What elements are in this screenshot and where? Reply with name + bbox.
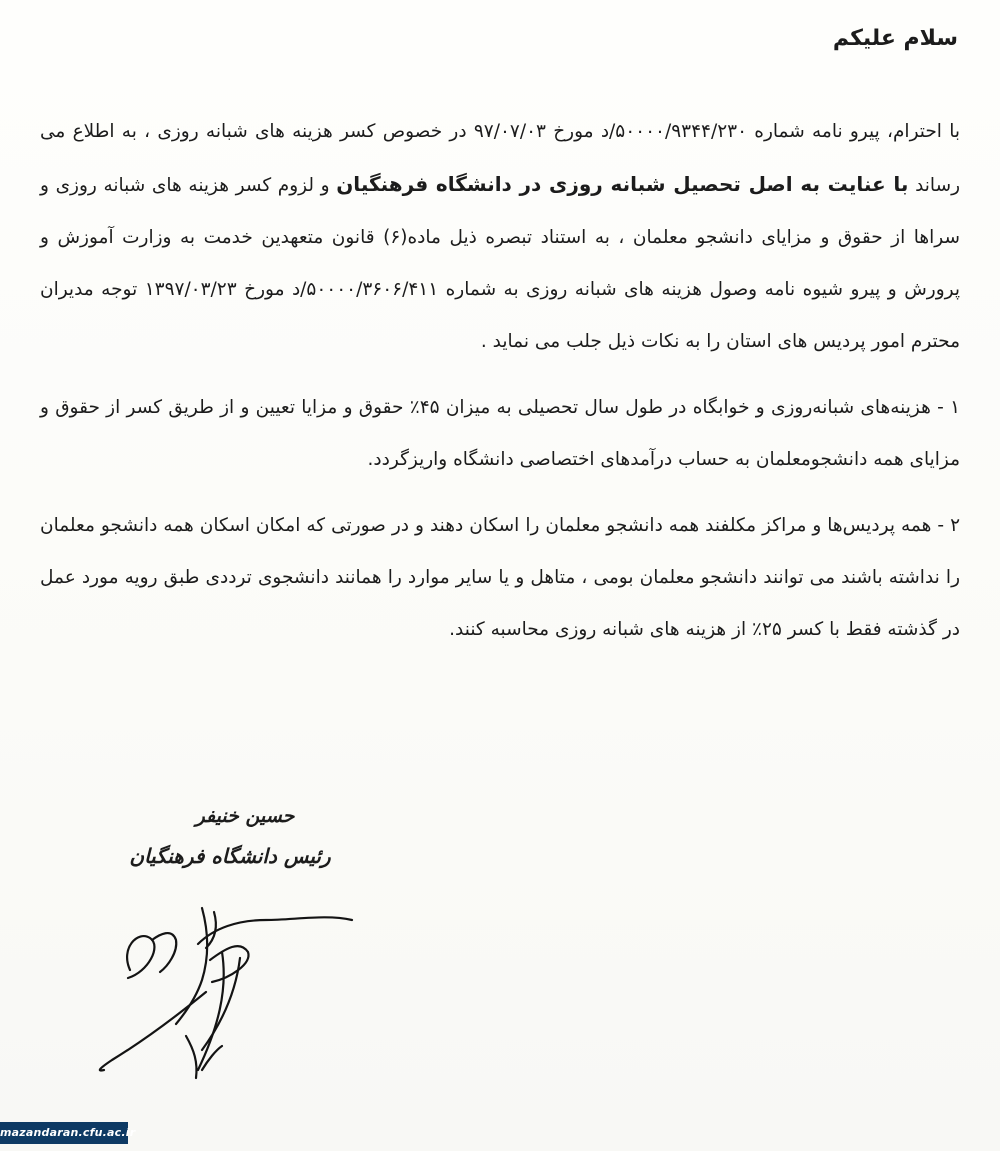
intro-text-start: با احترام، پیرو نامه شماره ۵۰۰۰۰/۹۳۴۴/۲۳۰/د مورخ ۹۷/۰۷/۰۳ در خصوص کسر هزینه های شبانه روزی ، به اطلاع می رساند xyxy=(40,121,961,196)
point-2-paragraph: ۲ - همه پردیس‌ها و مراکز مکلفند همه دانشجو معلمان را اسکان دهند و در صورتی که امکان اسکان همه دانشجو معلمان را نداشته باشند می توانند دانشجو معلمان بومی ، متاهل و یا سایر موارد را همانند دانشجوی ترددی طبق رویه مورد عمل در گذشته فقط با کسر ۲۵٪ از هزینه های شبانه روزی محاسبه کنند. xyxy=(40,515,960,640)
signatory-name: حسین خنیفر xyxy=(195,805,295,827)
signatory-title: رئیس دانشگاه فرهنگیان xyxy=(129,844,331,868)
signatory-block xyxy=(110,796,350,876)
intro-text-end: و لزوم کسر هزینه های شبانه روزی و سراها از حقوق و مزایای دانشجو معلمان ، به استناد تبصره ذیل ماده(۶) قانون متعهدین خدمت به وزارت آموزش و پرورش و پیرو شیوه نامه وصول هزینه های شبانه روزی به شماره ۵۰۰۰۰/۳۶۰۶/۴۱۱/د مورخ ۱۳۹۷/۰۳/۲۳ توجه مدیران محترم امور پردیس های استان را به نکات ذیل جلب می نماید . xyxy=(40,175,961,352)
intro-emphasis: با عنایت به اصل تحصیل شبانه روزی در دانشگاه فرهنگیان xyxy=(336,172,909,196)
greeting: سلام علیکم xyxy=(832,26,958,51)
intro-paragraph xyxy=(40,106,960,368)
letter-body xyxy=(40,106,960,656)
point-1-paragraph: ۱ - هزینه‌های شبانه‌روزی و خوابگاه در طول سال تحصیلی به میزان ۴۵٪ حقوق و مزایا تعیین و از طریق کسر از حقوق و مزایای همه دانشجومعلمان به حساب درآمدهای اختصاصی دانشگاه واریزگردد. xyxy=(40,397,960,470)
website-footer-badge: mazandaran.cfu.ac.ir xyxy=(0,1122,128,1144)
handwritten-signature xyxy=(90,900,370,1100)
